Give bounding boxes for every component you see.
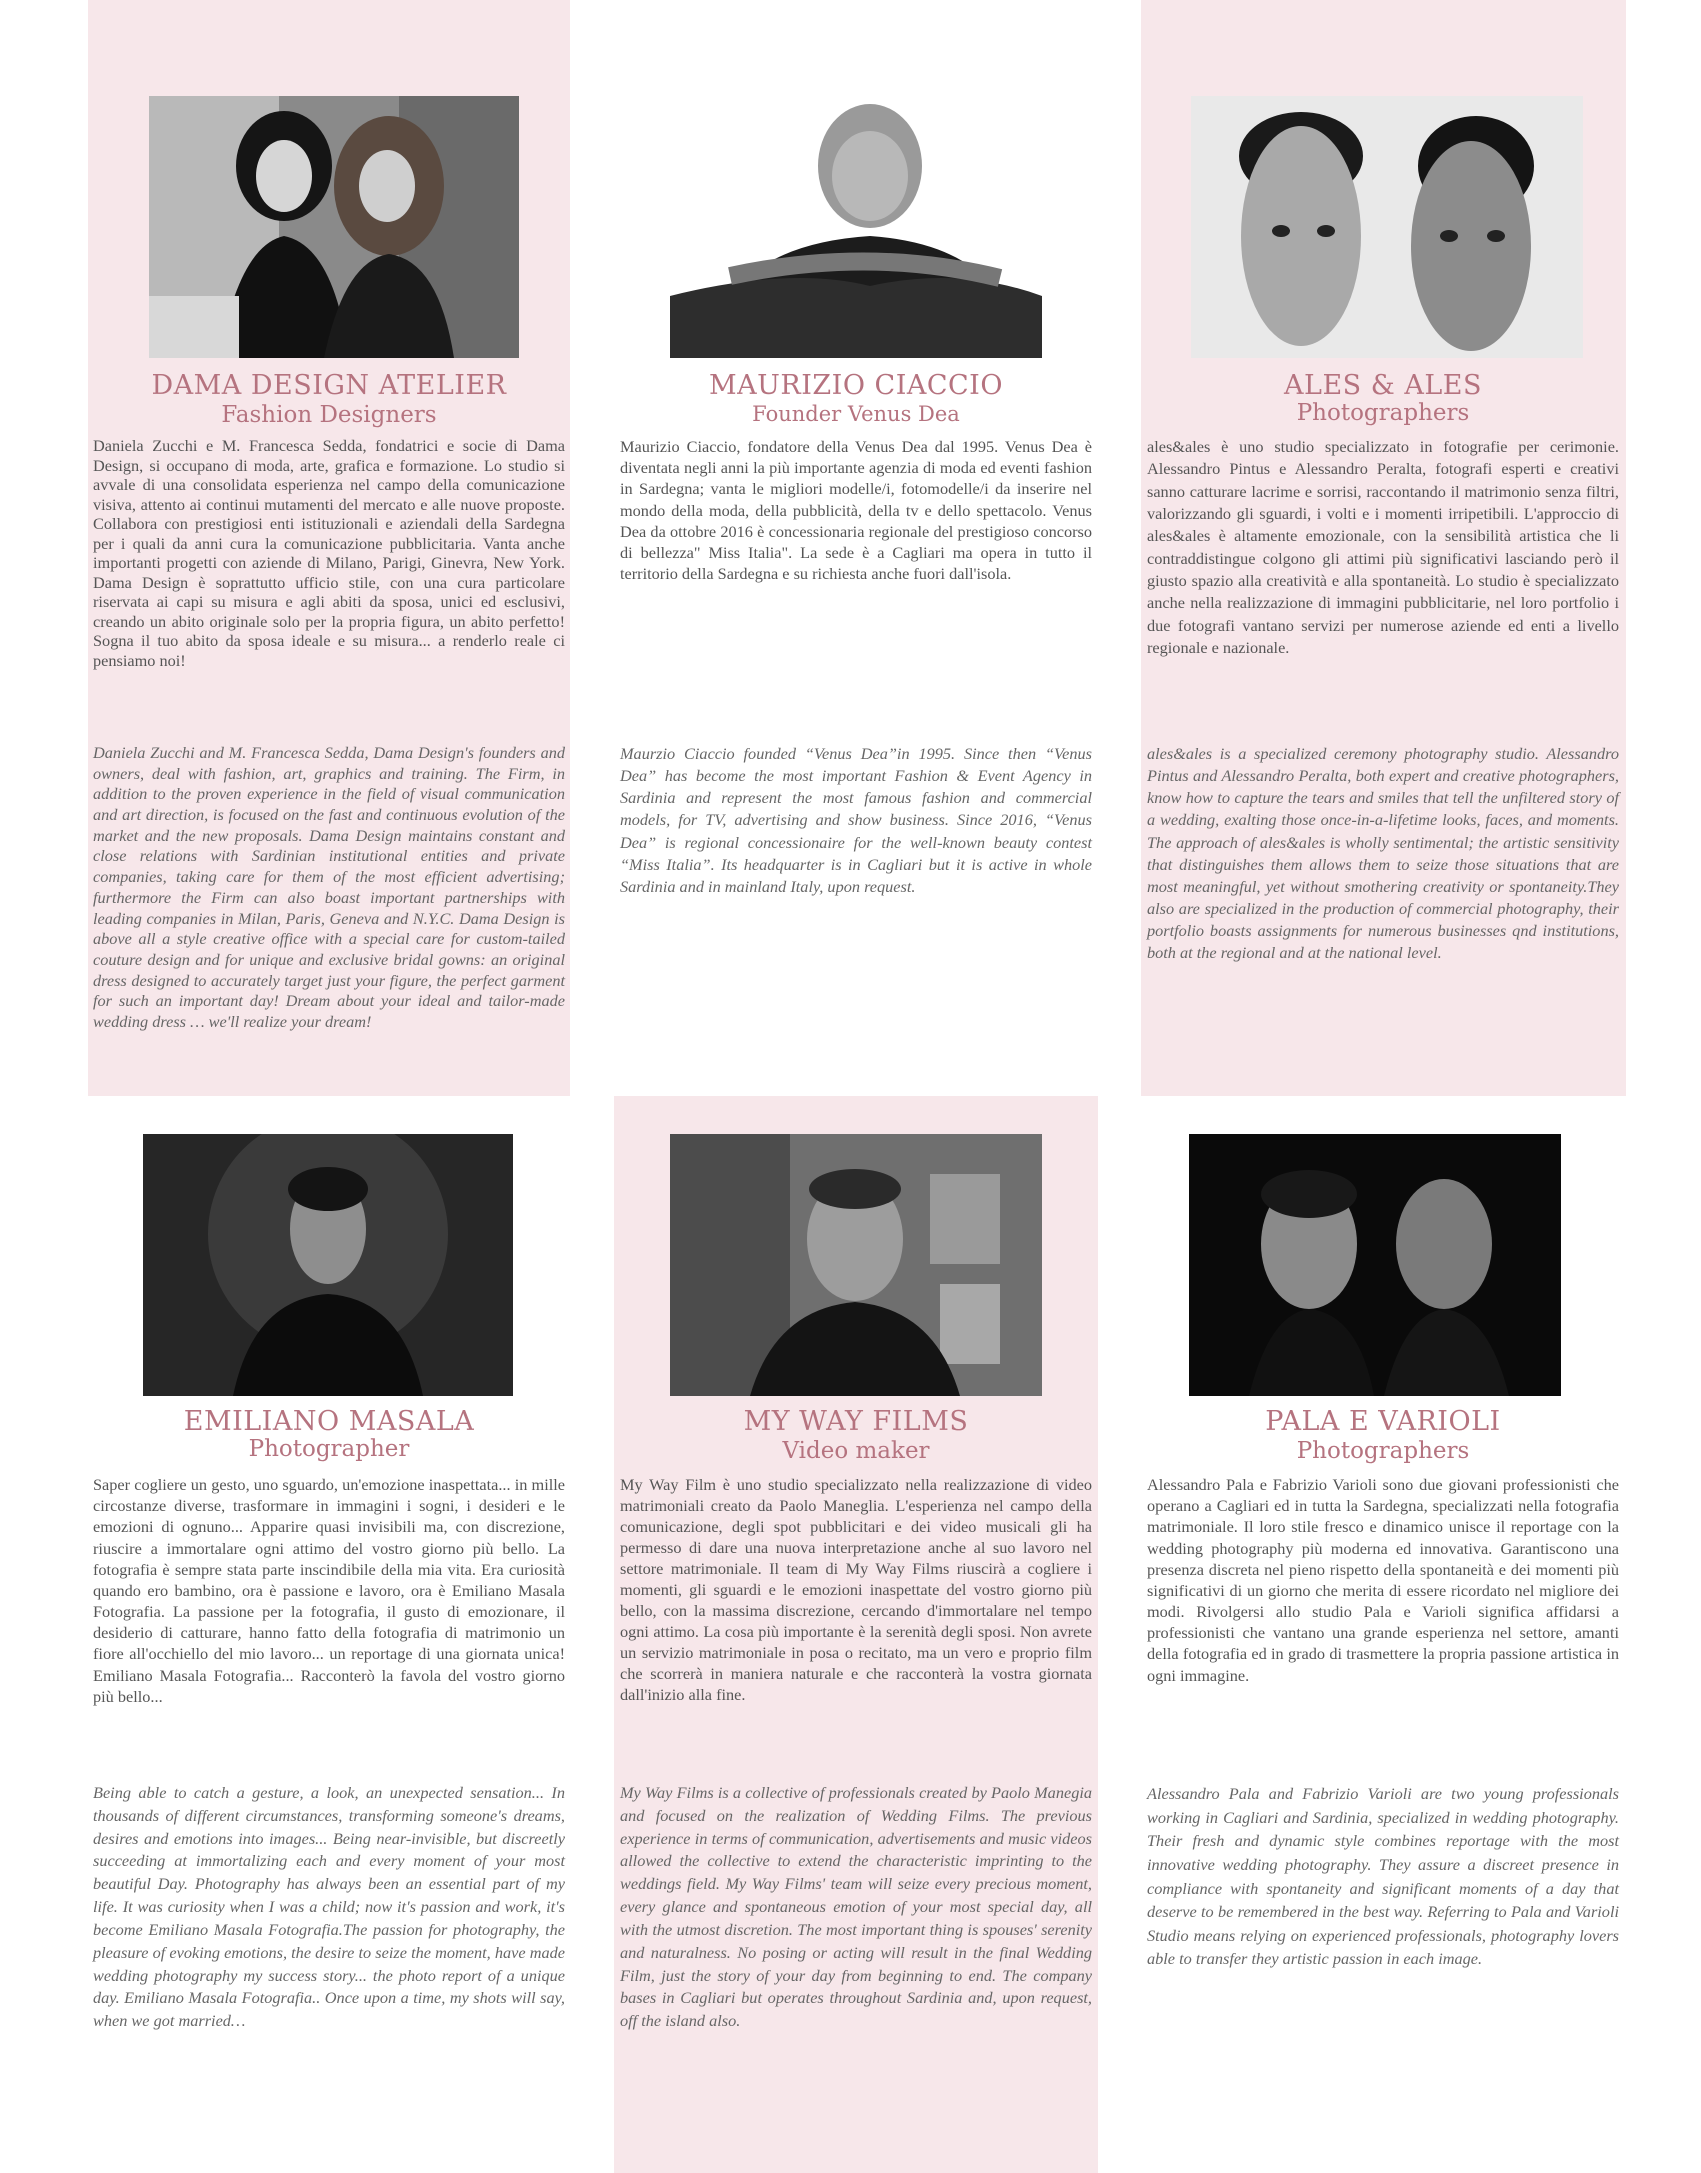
emiliano-masala-role: Photographer [248,1436,410,1462]
profile-card-ales-ales [1143,0,1623,1096]
emiliano-masala-text-it: Saper cogliere un gesto, uno sguardo, un'emozione inaspettata... in mille circostanze diverse, trasformare in immagini i sogni, i desideri e le emozioni di ognuno... Apparire quasi invisibili ma, con discrezione, riuscire a immortalare ogni attimo del vostro giorno più bello. La fotografia è sempre stata parte inscindibile della mia vita. Era curiosità quando ero bambino, ora è passione e lavoro, ora è Emiliano Masala Fotografia. La passione per la fotografia, il gusto di emozionare, il desiderio di catturare, hanno fatto della fotografia di matrimonio un fiore all'occhiello del mio lavoro... un reportage di una giornata unica! Emiliano Masala Fotografia... Racconterò la favola del vostro giorno più bello... [93,1475,565,1706]
ales-ales-text-it: ales&ales è uno studio specializzato in fotografie per cerimonie. Alessandro Pintus e Alessandro Peralta, fotografi esperti e creativi sanno catturare lacrime e sorrisi, raccontando il matrimonio senza filtri, valorizzando gli sguardi, i volti e i momenti irripetibili. L'approccio di ales&ales è altamente emozionale, con la sensibilità artistica che li contraddistingue colgono gli attimi più significativi lasciando però il giusto spazio alla creatività e alla spontaneità. Lo studio è specializzato anche nella realizzazione di immagini pubblicitarie, nel loro portfolio i due fotografi vantano servizi per numerose aziende ed enti a livello regionale e nazionale. [1147,437,1619,657]
profile-card-maurizio-ciaccio [616,0,1096,1096]
pala-e-varioli-text-en: Alessandro Pala and Fabrizio Varioli are two young professionals working in Cagliari and Sardinia, specialized in wedding photography. Their fresh and dynamic style combines reportage with the most innovative wedding photography. They assure a discreet presence in compliance with spontaneity and significant moments of a day that deserve to be remembered in the best way. Referring to Pala and Varioli Studio means relying on experienced professionals, photography lovers able to transfer they artistic passion in each image. [1147,1784,1619,1969]
dama-design-role: Fashion Designers [221,402,437,428]
dama-design-name: DAMA DESIGN ATELIER [151,370,507,401]
profile-card-emiliano-masala [89,1096,569,2173]
pala-e-varioli-photo [1189,1134,1561,1396]
my-way-films-role: Video maker [782,1438,930,1464]
emiliano-masala-photo [143,1134,513,1396]
maurizio-ciaccio-photo [670,96,1042,358]
profile-card-dama-design [89,0,569,1096]
dama-design-photo [149,96,519,358]
pala-e-varioli-name: PALA E VARIOLI [1265,1406,1501,1437]
profile-card-my-way-films [616,1096,1096,2173]
maurizio-ciaccio-role: Founder Venus Dea [752,402,960,426]
ales-ales-text-en: ales&ales is a specialized ceremony photography studio. Alessandro Pintus and Alessandro Peralta, both expert and creative photographers, know how to capture the tears and smiles that tell the unfiltered story of a wedding, exalting those once-in-a-lifetime looks, faces, and moments. The approach of ales&ales is wholly sentimental; the artistic sensitivity that distinguishes them allows them to seize those situations that are most meaningful, yet without smothering creativity or spontaneity.They also are specialized in the production of commercial photography, their portfolio boasts assignments for numerous businesses qnd institutions, both at the regional and at the national level. [1147,744,1619,963]
maurizio-ciaccio-name: MAURIZIO CIACCIO [709,370,1003,401]
ales-ales-photo [1191,96,1583,358]
my-way-films-text-it: My Way Film è uno studio specializzato nella realizzazione di video matrimoniali creato da Paolo Maneglia. L'esperienza nel campo della comunicazione, degli spot pubblicitari e dei video musicali gli ha permesso di dare una nuova interpretazione anche al suo lavoro nel settore matrimoniale. Il team di My Way Films riuscirà a cogliere i momenti, gli sguardi e le emozioni inaspettate del vostro giorno più bello, con la massima discrezione, cercando d'immortalare nel tempo ogni attimo. La cosa più importante è la serenità degli sposi. Non avrete un servizio matrimoniale in posa o recitato, ma un vero e proprio film che scorrerà in maniera naturale e che racconterà la vostra giornata dall'inizio alla fine. [620,1475,1092,1705]
my-way-films-name: MY WAY FILMS [743,1406,969,1437]
dama-design-text-en: Daniela Zucchi and M. Francesca Sedda, Dama Design's founders and owners, deal with fashion, art, graphics and training. The Firm, in addition to the proven experience in the field of visual communication and art direction, is focused on the fast and continuous evolution of the market and the new proposals. Dama Design maintains constant and close relations with Sardinian institutional entities and private companies, taking care for them of the most efficient advertising; furthermore the Firm can also boast important partnerships with leading companies in Milan, Paris, Geneva and N.Y.C. Dama Design is above all a style creative office with a special care for custom-tailed couture design and for unique and exclusive bridal gowns: an original dress designed to accurately target just your figure, the perfect garment for such an important day! Dream about your ideal and tailor-made wedding dress … we'll realize your dream! [93,743,565,1031]
maurizio-ciaccio-text-en: Maurzio Ciaccio founded “Venus Dea”in 1995. Since then “Venus Dea” has become the most important Fashion & Event Agency in Sardinia and represent the most famous fashion and commercial models, for TV, advertising and show business. Since 2016, “Venus Dea” is regional concessionaire for the well-known beauty contest “Miss Italia”. Its headquarter is in Cagliari but it is active in whole Sardinia and in mainland Italy, upon request. [620,744,1092,896]
emiliano-masala-name: EMILIANO MASALA [183,1406,475,1437]
ales-ales-role: Photographers [1296,400,1470,426]
ales-ales-name: ALES & ALES [1284,370,1482,401]
dama-design-text-it: Daniela Zucchi e M. Francesca Sedda, fondatrici e socie di Dama Design, si occupano di moda, arte, grafica e formazione. Lo studio si avvale di una consolidata esperienza nel campo della comunicazione visiva, attento ai continui mutamenti del mercato e alle nuove proposte. Collabora con prestigiosi enti istituzionali e aziendali della Sardegna per i quali da anni cura la comunicazione pubblicitaria. Vanta anche importanti progetti con aziende di Milano, Parigi, Ginevra, New York. Dama Design è soprattutto ufficio stile, con una cura particolare riservata ai capi su misura e agli abiti da sposa, unici ed esclusivi, creando un abito originale solo per la propria figura, un abito perfetto! Sogna il tuo abito da sposa ideale e su misura... a renderlo reale ci pensiamo noi! [93,436,565,671]
my-way-films-photo [670,1134,1042,1396]
my-way-films-text-en: My Way Films is a collective of professionals created by Paolo Manegia and focused on the realization of Wedding Films. The previous experience in terms of communication, advertisements and music videos allowed the collective to extend the characteristic imprinting to the weddings field. My Way Films' team will seize every precious moment, every glance and spontaneous emotion of your most special day, all with the utmost discretion. The most important thing is spouses' serenity and naturalness. No posing or acting will result in the final Wedding Film, just the story of your day from beginning to end. The company bases in Cagliari but operates throughout Sardinia and, upon request, off the island also. [620,1783,1092,2031]
emiliano-masala-text-en: Being able to catch a gesture, a look, an unexpected sensation... In thousands of different circumstances, transforming someone's dreams, desires and emotions into images... Being near-invisible, but discreetly succeeding at immortalizing each and every moment of your most beautiful Day. Photography has always been an essential part of my life. It was curiosity when I was a child; now it's passion and work, it's become Emiliano Masala Fotografia.The passion for photography, the pleasure of evoking emotions, the desire to seize the moment, have made wedding photography my success story... the photo report of a unique day. Emiliano Masala Fotografia.. Once upon a time, my shots will say, when we got married… [93,1783,565,2031]
pala-e-varioli-role: Photographers [1296,1438,1470,1464]
maurizio-ciaccio-text-it: Maurizio Ciaccio, fondatore della Venus Dea dal 1995. Venus Dea è diventata negli anni la più importante agenzia di moda ed eventi fashion in Sardegna; vanta le migliori modelle/i, fotomodelle/i da inserire nel mondo della moda, della pubblicità, della tv e dello spettacolo. Venus Dea da ottobre 2016 è concessionaria regionale del prestigioso concorso di bellezza" Miss Italia". La sede è a Cagliari ma opera in tutto il territorio della Sardegna e su richiesta anche fuori dall'isola. [620,437,1092,584]
pala-e-varioli-text-it: Alessandro Pala e Fabrizio Varioli sono due giovani professionisti che operano a Cagliari ed in tutta la Sardegna, specializzati nella fotografia matrimoniale. Il loro stile fresco e dinamico unisce il reportage con la wedding photography più moderna ed innovativa. Garantiscono una presenza discreta nel pieno rispetto della spontaneità e dei momenti più significativi di un giorno che merita di essere ricordato nel migliore dei modi. Rivolgersi allo studio Pala e Varioli significa affidarsi a professionisti che vantano una grande esperienza nel settore, amanti della fotografia ed in grado di trasmettere la propria passione artistica in ogni immagine. [1147,1475,1619,1685]
profile-card-pala-e-varioli [1143,1096,1623,2173]
